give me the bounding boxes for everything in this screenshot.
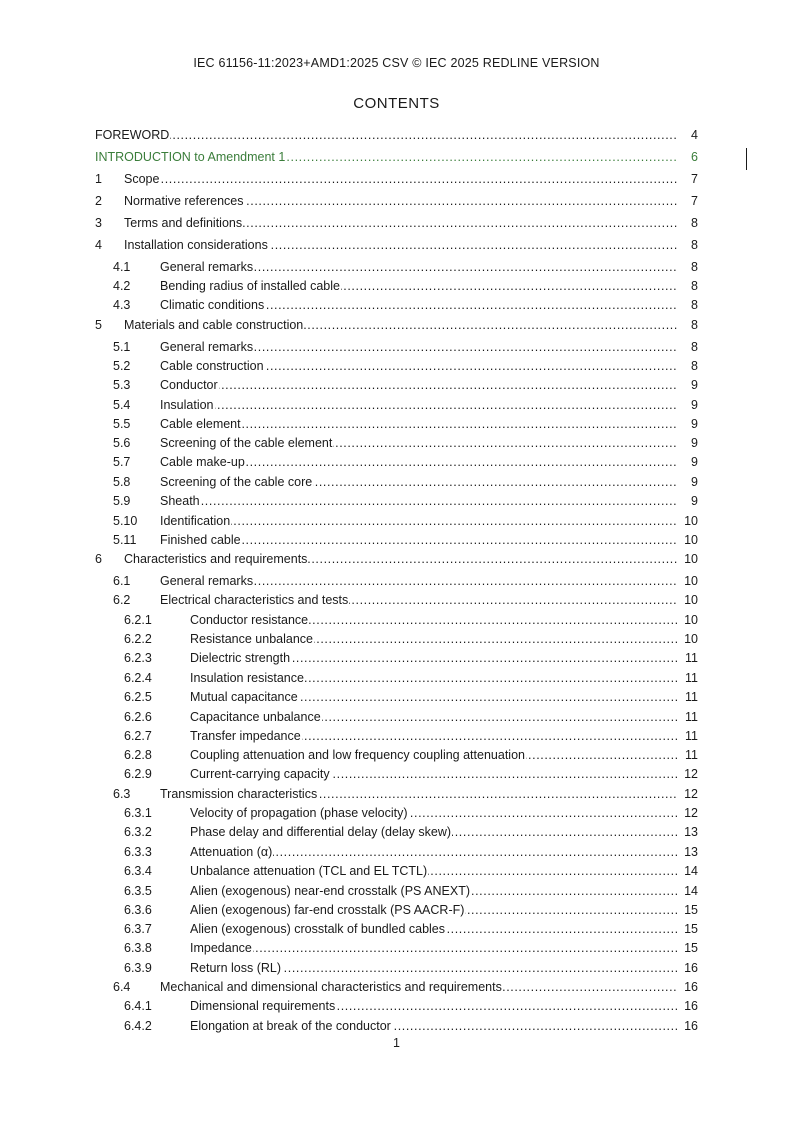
toc-entry-label: Identification	[160, 514, 231, 528]
toc-entry[interactable]	[0, 765, 793, 783]
toc-entry[interactable]	[0, 939, 793, 957]
toc-entry-number: 5.8	[113, 475, 131, 489]
toc-entry-number: 6.3.4	[124, 864, 152, 878]
toc-entry-number: 5.1	[113, 340, 131, 354]
toc-entry-page: 8	[691, 279, 698, 293]
toc-entry-title	[124, 550, 678, 568]
toc-entry-label: Coupling attenuation and low frequency coupling attenuation	[190, 748, 525, 762]
toc-entry-label: Unbalance attenuation (TCL and EL TCTL)	[190, 864, 428, 878]
toc-entry-number: 6.2.8	[124, 748, 152, 762]
toc-entry-label: Sheath	[160, 494, 200, 508]
toc-entry[interactable]	[0, 669, 793, 687]
toc-entry-page: 11	[685, 729, 698, 743]
toc-entry-page: 7	[691, 194, 698, 208]
toc-entry-page: 8	[691, 340, 698, 354]
toc-entry[interactable]	[0, 170, 793, 188]
toc-entry-label: Mutual capacitance	[190, 690, 298, 704]
toc-entry-title	[160, 357, 678, 375]
toc-entry-number: 4	[95, 238, 102, 252]
toc-entry-number: 5.6	[113, 436, 131, 450]
toc-entry[interactable]	[0, 843, 793, 861]
toc-entry-label: Normative references	[124, 194, 244, 208]
toc-entry-label: General remarks	[160, 260, 254, 274]
toc-entry-page: 9	[691, 398, 698, 412]
toc-entry-number: 6.4.1	[124, 999, 152, 1013]
toc-entry-page: 6	[691, 150, 698, 164]
toc-entry-page: 12	[684, 806, 698, 820]
toc-entry-title	[95, 148, 678, 166]
toc-entry-title	[190, 901, 678, 919]
toc-entry-label: General remarks	[160, 574, 254, 588]
toc-entry-number: 4.2	[113, 279, 131, 293]
toc-entry-number: 6.3.7	[124, 922, 152, 936]
toc-entry-label: Resistance unbalance	[190, 632, 313, 646]
toc-entry[interactable]	[0, 804, 793, 822]
toc-entry[interactable]	[0, 611, 793, 629]
toc-entry-page: 8	[691, 318, 698, 332]
toc-entry-title	[190, 708, 678, 726]
toc-entry-label: General remarks	[160, 340, 254, 354]
toc-entry-label: Alien (exogenous) near-end crosstalk (PS ANEXT)	[190, 884, 470, 898]
toc-entry-title	[124, 192, 678, 210]
toc-entry-page: 15	[684, 903, 698, 917]
toc-entry[interactable]	[0, 531, 793, 549]
toc-entry-number: 6.2.3	[124, 651, 152, 665]
toc-entry-page: 13	[684, 845, 698, 859]
toc-entry-page: 10	[684, 533, 698, 547]
toc-entry-title	[160, 415, 678, 433]
toc-entry[interactable]	[0, 901, 793, 919]
toc-entry-title	[190, 939, 678, 957]
toc-entry-title	[190, 804, 678, 822]
toc-entry-label: FOREWORD	[95, 128, 170, 142]
toc-entry-title	[160, 453, 678, 471]
toc-entry-title	[190, 882, 678, 900]
toc-entry-page: 9	[691, 378, 698, 392]
toc-entry-label: Transfer impedance	[190, 729, 301, 743]
toc-entry-number: 6.3.8	[124, 941, 152, 955]
toc-entry-label: Insulation	[160, 398, 214, 412]
toc-entry-title	[160, 296, 678, 314]
toc-entry-label: Terms and definitions	[124, 216, 243, 230]
toc-entry[interactable]	[0, 959, 793, 977]
toc-entry[interactable]	[0, 258, 793, 276]
toc-entry[interactable]	[0, 148, 793, 166]
toc-entry-label: Conductor resistance	[190, 613, 309, 627]
toc-entry-page: 9	[691, 475, 698, 489]
toc-entry-label: Transmission characteristics	[160, 787, 318, 801]
toc-entry[interactable]	[0, 512, 793, 530]
toc-entry-label: Installation considerations	[124, 238, 268, 252]
toc-entry-number: 6.3.2	[124, 825, 152, 839]
toc-entry-page: 10	[684, 552, 698, 566]
toc-entry-number: 5.9	[113, 494, 131, 508]
toc-entry[interactable]	[0, 296, 793, 314]
toc-entry-label: Cable make-up	[160, 455, 245, 469]
toc-entry-page: 8	[691, 298, 698, 312]
toc-entry[interactable]	[0, 708, 793, 726]
toc-entry[interactable]	[0, 415, 793, 433]
toc-entry-title	[160, 258, 678, 276]
toc-entry-title	[160, 785, 678, 803]
toc-entry[interactable]	[0, 357, 793, 375]
toc-entry[interactable]	[0, 338, 793, 356]
toc-entry-title	[160, 531, 678, 549]
toc-entry-title	[124, 236, 678, 254]
toc-entry-label: Finished cable	[160, 533, 241, 547]
toc-entry[interactable]	[0, 473, 793, 491]
page-title: CONTENTS	[353, 95, 440, 112]
toc-entry-title	[160, 396, 678, 414]
toc-entry-page: 15	[684, 922, 698, 936]
toc-entry-number: 5.3	[113, 378, 131, 392]
toc-entry-page: 8	[691, 359, 698, 373]
toc-entry-number: 6	[95, 552, 102, 566]
toc-entry-page: 7	[691, 172, 698, 186]
toc-entry-label: Characteristics and requirements	[124, 552, 308, 566]
toc-entry-title	[190, 649, 678, 667]
toc-entry-page: 10	[684, 593, 698, 607]
toc-entry[interactable]	[0, 316, 793, 334]
toc-entry-page: 10	[684, 574, 698, 588]
toc-entry-number: 4.1	[113, 260, 131, 274]
toc-entry-number: 5.11	[113, 533, 137, 547]
toc-entry-page: 16	[684, 999, 698, 1013]
toc-entry-label: Scope	[124, 172, 160, 186]
toc-entry-label: Dimensional requirements	[190, 999, 336, 1013]
toc-entry-title	[124, 170, 678, 188]
toc-entry-title	[190, 920, 678, 938]
toc-entry[interactable]	[0, 649, 793, 667]
toc-entry-number: 5.4	[113, 398, 131, 412]
toc-entry-title	[160, 978, 678, 996]
toc-entry[interactable]	[0, 785, 793, 803]
toc-entry-title	[160, 591, 678, 609]
toc-entry[interactable]	[0, 453, 793, 471]
toc-entry-number: 5.7	[113, 455, 131, 469]
toc-entry-label: Capacitance unbalance	[190, 710, 321, 724]
toc-entry-page: 10	[684, 632, 698, 646]
toc-entry-number: 6.3.9	[124, 961, 152, 975]
toc-entry-title	[160, 376, 678, 394]
toc-entry-number: 6.2	[113, 593, 131, 607]
toc-entry-number: 6.3	[113, 787, 131, 801]
toc-entry-number: 3	[95, 216, 102, 230]
toc-entry[interactable]	[0, 920, 793, 938]
toc-entry-number: 5	[95, 318, 102, 332]
toc-entry-label: Return loss (RL)	[190, 961, 281, 975]
toc-entry-label: Dielectric strength	[190, 651, 291, 665]
toc-entry-page: 12	[684, 787, 698, 801]
toc-entry-page: 12	[684, 767, 698, 781]
toc-entry-label: Materials and cable construction	[124, 318, 304, 332]
toc-entry[interactable]	[0, 277, 793, 295]
toc-entry-page: 11	[685, 748, 698, 762]
toc-entry-title	[160, 572, 678, 590]
toc-entry-title	[160, 473, 678, 491]
toc-entry-title	[160, 338, 678, 356]
toc-entry-number: 5.10	[113, 514, 138, 528]
toc-entry-title	[190, 688, 678, 706]
toc-entry-title	[124, 214, 678, 232]
document-header: IEC 61156-11:2023+AMD1:2025 CSV © IEC 2025 REDLINE VERSION	[193, 56, 600, 70]
toc-entry-label: Screening of the cable core	[160, 475, 313, 489]
toc-entry[interactable]	[0, 823, 793, 841]
toc-entry-number: 5.5	[113, 417, 131, 431]
toc-entry[interactable]	[0, 746, 793, 764]
toc-entry-page: 14	[684, 884, 698, 898]
toc-entry-title	[190, 630, 678, 648]
toc-entry[interactable]	[0, 978, 793, 996]
toc-entry-label: Alien (exogenous) far-end crosstalk (PS AACR-F)	[190, 903, 465, 917]
toc-entry-page: 15	[684, 941, 698, 955]
toc-entry-number: 6.2.5	[124, 690, 152, 704]
toc-entry[interactable]	[0, 591, 793, 609]
toc-entry-number: 6.2.2	[124, 632, 152, 646]
toc-entry-title	[190, 959, 678, 977]
toc-entry-number: 6.2.1	[124, 613, 152, 627]
toc-entry-number: 6.3.5	[124, 884, 152, 898]
toc-entry-page: 16	[684, 961, 698, 975]
toc-entry-label: Insulation resistance	[190, 671, 304, 685]
toc-entry-title	[190, 1017, 678, 1035]
toc-entry-number: 6.3.6	[124, 903, 152, 917]
toc-entry-label: Elongation at break of the conductor	[190, 1019, 391, 1033]
toc-entry-title	[190, 765, 678, 783]
toc-entry[interactable]	[0, 236, 793, 254]
toc-entry[interactable]	[0, 1017, 793, 1035]
toc-entry[interactable]	[0, 492, 793, 510]
toc-entry-label: INTRODUCTION to Amendment 1	[95, 150, 286, 164]
toc-entry-page: 11	[685, 710, 698, 724]
toc-entry-title	[190, 727, 678, 745]
toc-entry[interactable]	[0, 997, 793, 1015]
toc-entry-number: 6.2.4	[124, 671, 152, 685]
toc-entry-title	[190, 611, 678, 629]
toc-entry[interactable]	[0, 882, 793, 900]
toc-entry-number: 6.4.2	[124, 1019, 152, 1033]
toc-entry-label: Phase delay and differential delay (delay skew)	[190, 825, 452, 839]
toc-entry-number: 6.2.6	[124, 710, 152, 724]
toc-entry-page: 8	[691, 260, 698, 274]
toc-entry-label: Screening of the cable element	[160, 436, 333, 450]
toc-entry-title	[190, 843, 678, 861]
toc-entry-number: 6.2.7	[124, 729, 152, 743]
toc-entry-page: 16	[684, 1019, 698, 1033]
toc-entry-page: 8	[691, 216, 698, 230]
toc-entry-title	[190, 669, 678, 687]
toc-entry[interactable]	[0, 214, 793, 232]
toc-entry-title	[95, 126, 678, 144]
toc-entry[interactable]	[0, 192, 793, 210]
toc-entry[interactable]	[0, 688, 793, 706]
toc-entry-page: 10	[684, 514, 698, 528]
toc-entry-label: Current-carrying capacity	[190, 767, 330, 781]
toc-entry-number: 4.3	[113, 298, 131, 312]
toc-entry-label: Cable element	[160, 417, 241, 431]
toc-entry-title	[160, 277, 678, 295]
toc-entry-page: 10	[684, 613, 698, 627]
page-number: 1	[393, 1036, 400, 1050]
toc-entry[interactable]	[0, 727, 793, 745]
toc-entry-title	[160, 512, 678, 530]
toc-entry-number: 5.2	[113, 359, 131, 373]
toc-entry-title	[190, 862, 678, 880]
toc-entry-number: 2	[95, 194, 102, 208]
toc-entry-page: 11	[685, 651, 698, 665]
toc-entry-page: 13	[684, 825, 698, 839]
toc-entry[interactable]	[0, 376, 793, 394]
toc-entry-page: 11	[685, 690, 698, 704]
toc-entry-label: Mechanical and dimensional characteristics and requirements	[160, 980, 502, 994]
toc-entry-label: Electrical characteristics and tests	[160, 593, 349, 607]
toc-entry-number: 6.4	[113, 980, 131, 994]
toc-entry[interactable]	[0, 434, 793, 452]
toc-entry-title	[190, 746, 678, 764]
toc-entry-label: Climatic conditions	[160, 298, 265, 312]
toc-entry-number: 1	[95, 172, 102, 186]
toc-entry-title	[160, 434, 678, 452]
toc-entry-number: 6.3.3	[124, 845, 152, 859]
toc-entry-label: Velocity of propagation (phase velocity)	[190, 806, 408, 820]
toc-entry[interactable]	[0, 862, 793, 880]
toc-entry-label: Attenuation (α)	[190, 845, 273, 859]
toc-entry-page: 14	[684, 864, 698, 878]
toc-entry-number: 6.3.1	[124, 806, 152, 820]
toc-entry[interactable]	[0, 396, 793, 414]
toc-entry-title	[124, 316, 678, 334]
toc-entry[interactable]	[0, 126, 793, 144]
toc-entry-page: 8	[691, 238, 698, 252]
toc-entry-number: 6.2.9	[124, 767, 152, 781]
toc-entry-page: 4	[691, 128, 698, 142]
toc-entry-label: Conductor	[160, 378, 218, 392]
toc-entry-number: 6.1	[113, 574, 131, 588]
toc-entry[interactable]	[0, 630, 793, 648]
toc-entry-page: 9	[691, 417, 698, 431]
toc-entry-title	[190, 997, 678, 1015]
toc-entry-page: 9	[691, 494, 698, 508]
toc-entry-title	[160, 492, 678, 510]
toc-entry-page: 9	[691, 436, 698, 450]
toc-entry-page: 11	[685, 671, 698, 685]
toc-entry-page: 9	[691, 455, 698, 469]
toc-entry-label: Alien (exogenous) crosstalk of bundled cables	[190, 922, 446, 936]
toc-entry-label: Bending radius of installed cable	[160, 279, 340, 293]
toc-entry[interactable]	[0, 550, 793, 568]
toc-entry-label: Cable construction	[160, 359, 264, 373]
toc-entry-page: 16	[684, 980, 698, 994]
toc-entry-title	[190, 823, 678, 841]
toc-entry[interactable]	[0, 572, 793, 590]
toc-entry-label: Impedance	[190, 941, 252, 955]
